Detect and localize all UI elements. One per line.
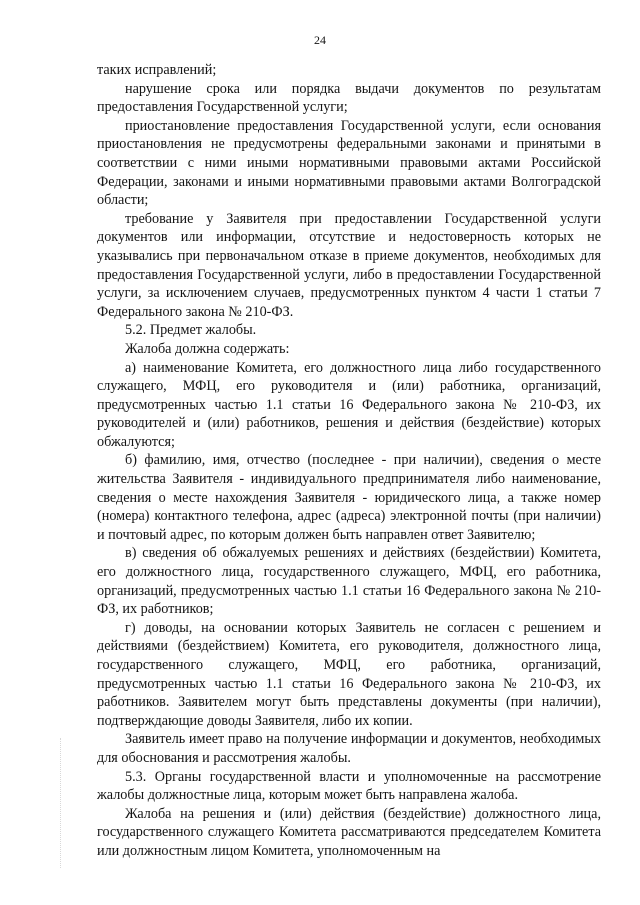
document-body [97, 61, 601, 861]
list-item-b: б) фамилию, имя, отчество (последнее - при наличии), сведения о месте жительства Заявителя - индивидуального предпринимателя либо наименование, сведения о месте нахождения Заявителя - юридического лица, а также номер (номера) контактного телефона, адрес (адреса) электронной почты (при наличии) и почтовый адрес, по которым должен быть направлен ответ Заявителю; [97, 452, 601, 543]
paragraph-document-requirement: требование у Заявителя при предоставлении Государственной услуги документов или информации, отсутствие и недостоверность которых не указывались при первоначальном отказе в приеме документов, необходимых для предоставления Государственной услуги, либо в предоставлении Государственной услуги, за исключением случаев, предусмотренных пунктом 4 части 1 статьи 7 Федерального закона № 210-ФЗ. [97, 210, 601, 320]
section-heading-5-3: 5.3. Органы государственной власти и уполномоченные на рассмотрение жалобы должностные лица, которым может быть направлена жалоба. [97, 768, 601, 804]
paragraph-violation-deadline: нарушение срока или порядка выдачи документов по результатам предоставления Государственной услуги; [97, 80, 601, 116]
paragraph-complaint-contents: Жалоба должна содержать: [125, 340, 290, 357]
list-item-v: в) сведения об обжалуемых решениях и действиях (бездействии) Комитета, его должностного лица, государственного служащего, МФЦ, его работника, организаций, предусмотренных частью 1.1 статьи 16 Федерального закона № 210-ФЗ, их работников; [97, 545, 601, 618]
paragraph-complaint-review: Жалоба на решения и (или) действия (бездействие) должностного лица, государственного служащего Комитета рассматриваются председателем Комитета или должностным лицом Комитета, уполномоченным на [97, 805, 601, 859]
paragraph-right-to-information: Заявитель имеет право на получение информации и документов, необходимых для обоснования и рассмотрения жалобы. [97, 731, 601, 766]
paragraph-suspension: приостановление предоставления Государственной услуги, если основания приостановления не предусмотрены федеральными законами и принятыми в соответствии с ними иными нормативными правовыми актами Российской Федерации, законами и иными нормативными правовыми актами Волгоградской области; [97, 117, 601, 209]
scan-edge-mark [60, 738, 63, 868]
list-item-g: г) доводы, на основании которых Заявитель не согласен с решением и действиями (бездействием) Комитета, его руководителя, должностного лица, государственного служащего, МФЦ, его работника, организаций, предусмотренных частью 1.1 статьи 16 Федерального закона № 210-ФЗ, их работников. Заявителем могут быть представлены документы (при наличии), подтверждающие доводы Заявителя, либо их копии. [97, 619, 601, 729]
section-heading-5-2: 5.2. Предмет жалобы. [125, 322, 257, 339]
page-number: 24 [314, 33, 326, 47]
list-item-a: а) наименование Комитета, его должностного лица либо государственного служащего, МФЦ, его руководителя и (или) работника, организаций, предусмотренных частью 1.1 статьи 16 Федерального закона № 210-ФЗ, их руководителей и (или) работников, решения и действия (бездействие) которых обжалуются; [97, 359, 601, 450]
paragraph-continuation: таких исправлений; [97, 62, 217, 78]
